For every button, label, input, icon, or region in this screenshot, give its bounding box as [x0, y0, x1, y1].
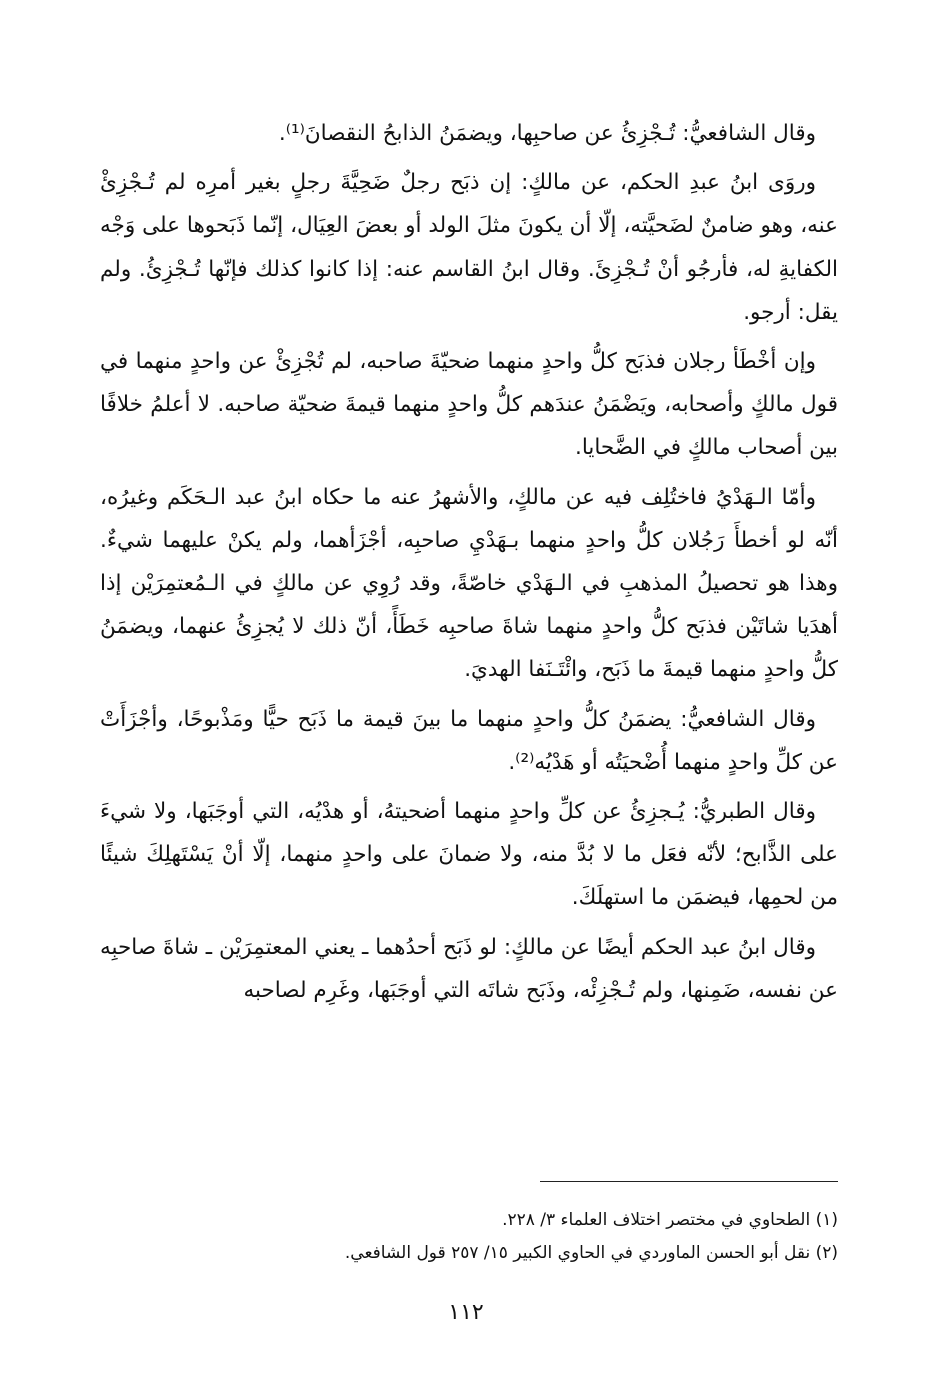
paragraph-1: وقال الشافعيُّ: تُـجْزِئُ عن صاحبِها، ويضمَنُ الذابحُ النقصانَ⁽¹⁾. [278, 121, 816, 146]
paragraph-3: وإن أخْطَأ رجلان فذبَح كلُّ واحدٍ منهما ضحيّةَ صاحبه، لم تُجْزِئْ عن واحدٍ منهما في قول مالكٍ وأصحابه، ويَضْمَنُ عندَهم كلُّ واحدٍ منهما قيمةَ ضحيّة صاحبه. لا أعلمُ خلافًا بين أصحاب مالكٍ في الضَّحايا. [100, 349, 838, 461]
footnote-1: (١) الطحاوي في مختصر اختلاف العلماء ٣/ ٢٢٨. [502, 1210, 838, 1230]
paragraph-4: وأمّا الـهَدْيُ فاختُلِف فيه عن مالكٍ، والأشهرُ عنه ما حكاه ابنُ عبد الـحَكَم وغيرُه، أنّه لو أخطأَ رَجُلان كلُّ واحدٍ منهما بـهَدْيِ صاحبِه، أجْزَأهما، ولم يكنْ عليهما شيءٌ. وهذا هو تحصيلُ المذهبِ في الـهَدْي خاصّةً، وقد رُوِي عن مالكٍ في الـمُعتمِرَيْن إذا أهدَيا شاتَيْن فذبَح كلُّ واحدٍ منهما شاةَ صاحبِه خَطَأً، أنّ ذلك لا يُجزِئُ عنهما، ويضمَنُ كلُّ واحدٍ منهما قيمةَ ما ذَبَح، وائْتَـنَفا الهديَ. [100, 484, 838, 683]
paragraph-7: وقال ابنُ عبد الحكم أيضًا عن مالكٍ: لو ذَبَح أحدُهما ـ يعني المعتمِرَيْن ـ شاةَ صاحبِه عن نفسه، ضَمِنها، ولم تُـجْزِئْه، وذَبَح شاتَه التي أوجَبَها، وغَرِم لصاحبه [100, 934, 838, 1003]
footnote-2: (٢) نقل أبو الحسن الماوردي في الحاوي الكبير ١٥/ ٢٥٧ قول الشافعي. [344, 1243, 838, 1263]
footnotes [100, 1204, 838, 1270]
paragraph-6: وقال الطبريُّ: يُـجزِئُ عن كلِّ واحدٍ منهما أضحيتهُ، أو هدْيُه، التي أوجَبَها، ولا شيءَ على الذَّابح؛ لأنّه فعَل ما لا بُدَّ منه، ولا ضمانَ على واحدٍ منهما، إلّا أنْ يَسْتَهلِكَ شيئًا من لحمِها، فيضمَن ما استهلَكَ. [100, 799, 838, 911]
page-number: ١١٢ [448, 1300, 484, 1325]
paragraph-2: وروَى ابنُ عبدِ الحكم، عن مالكٍ: إن ذبَح رجلٌ ضَحِيَّةَ رجلٍ بغير أمرِه لم تُـجْزِئْ عنه، وهو ضامنٌ لضَحيَّته، إلّا أن يكونَ مثلَ الولد أو بعضَ العِيَال، إنّما ذَبَحوها على وَجْه الكفايةِ له، فأرجُو أنْ تُـجْزِئَ. وقال ابنُ القاسم عنه: إذا كانوا كذلك فإنّها تُـجْزِئُ. ولم يقل: أرجو. [100, 170, 838, 325]
main-text [100, 112, 838, 1018]
footnote-separator [540, 1181, 838, 1182]
paragraph-5: وقال الشافعيُّ: يضمَنُ كلُّ واحدٍ منهما ما بينَ قيمة ما ذَبَح حيًّا ومَذْبوحًا، وأجْزَأَتْ عن كلِّ واحدٍ منهما أُضْحيَتُه أو هَدْيُه⁽²⁾. [100, 706, 838, 775]
